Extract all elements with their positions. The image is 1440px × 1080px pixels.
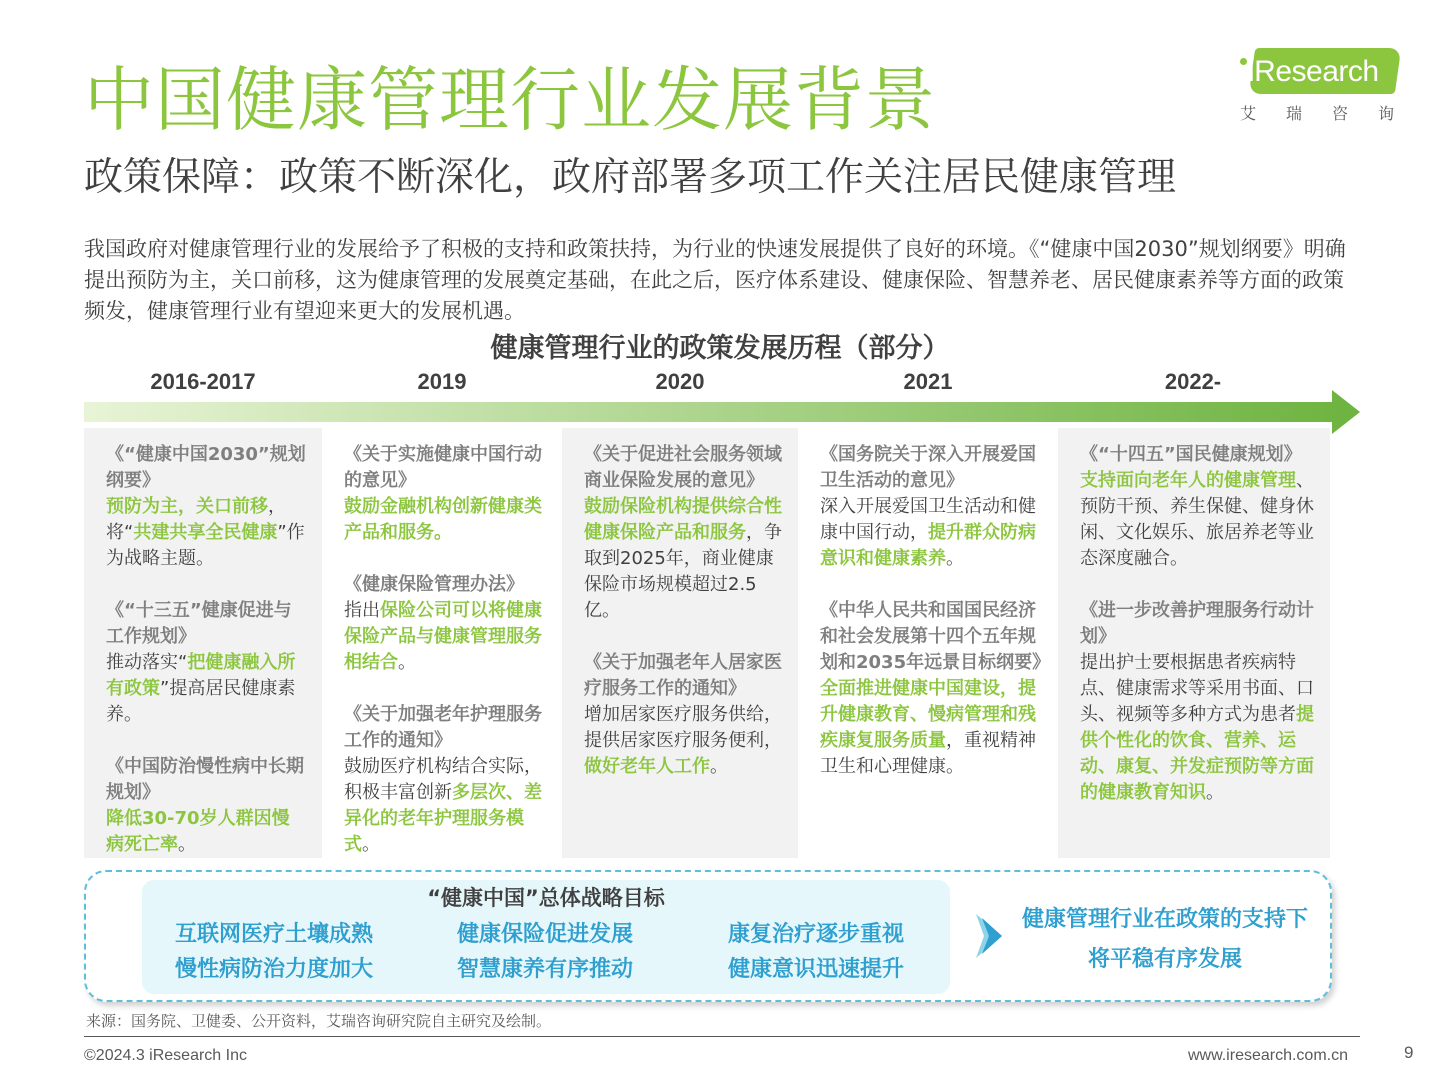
goal-item: 互联网医疗土壤成熟 [175, 922, 374, 947]
policy-highlight: 预防为主，关口前移 [106, 496, 268, 517]
copyright: ©2024.3 iResearch Inc [84, 1047, 247, 1064]
policy-text: 增加居家医疗服务供给，提供居家医疗服务便利， [584, 704, 782, 751]
policy-description [106, 652, 295, 725]
year-label: 2021 [903, 369, 953, 394]
policy-highlight: 提升群众防病意识和健康素养 [820, 522, 1036, 569]
policy-entry [106, 442, 306, 572]
timeline-column [84, 428, 322, 858]
goal-item: 智慧康养有序推动 [457, 957, 634, 982]
year-label: 2020 [655, 369, 705, 394]
logo-dot-icon [1240, 58, 1247, 65]
policy-description [1080, 470, 1314, 569]
goal-item: 慢性病防治力度加大 [175, 957, 374, 982]
year-label: 2019 [417, 369, 467, 394]
policy-text: 提出护士要根据患者疾病特点、健康需求等采用书面、口头、视频等多种方式为患者 [1080, 652, 1314, 725]
policy-description [584, 704, 782, 777]
goal-item: 康复治疗逐步重视 [728, 922, 905, 947]
policy-text: 指出 [344, 600, 380, 621]
policy-text: ，争取到2025年，商业健康保险市场规模超过2.5亿。 [584, 522, 782, 621]
policy-title: 《关于实施健康中国行动的意见》 [344, 444, 542, 491]
policy-text: 。 [1206, 782, 1224, 803]
policy-title: 《关于加强老年护理服务工作的通知》 [344, 704, 542, 751]
policy-description [106, 808, 290, 855]
policy-title: 《中华人民共和国国民经济和社会发展第十四个五年规划和2035年远景目标纲要》 [820, 600, 1051, 673]
year-label: 2022- [1164, 369, 1222, 394]
policy-text: ，将“ [106, 496, 286, 543]
timeline-column [562, 428, 798, 858]
policy-text: 。 [362, 834, 380, 855]
goal-item: 健康意识迅速提升 [728, 957, 905, 982]
policy-description [344, 756, 542, 855]
policy-title: 《“健康中国2030”规划纲要》 [106, 444, 306, 491]
logo-cn-name: 艾瑞咨询 [1240, 104, 1425, 123]
iresearch-logo [1238, 46, 1425, 124]
intro-paragraph: 我国政府对健康管理行业的发展给予了积极的支持和政策扶持，为行业的快速发展提供了良好的环境。《“健康中国2030”规划纲要》明确提出预防为主，关口前移，这为健康管理的发展奠定基础，在此之后，医疗体系建设、健康保险、智慧养老、居民健康素养等方面的政策频发，健康管理行业有望迎来更大的发展机遇。 [84, 237, 1346, 323]
policy-title: 《进一步改善护理服务行动计划》 [1080, 600, 1314, 647]
policy-entry [344, 442, 546, 546]
policy-text: 推动落实“ [106, 652, 188, 673]
policy-highlight: 鼓励保险机构提供综合性健康保险产品和服务 [584, 496, 782, 543]
footer-divider [84, 1036, 1360, 1037]
policy-title: 《国务院关于深入开展爱国卫生活动的意见》 [820, 444, 1036, 491]
page-subtitle: 政策保障：政策不断深化，政府部署多项工作关注居民健康管理 [84, 155, 1177, 200]
policy-entry [344, 702, 546, 858]
policy-entry [344, 572, 546, 676]
chevron-right-icon [972, 912, 1006, 960]
policy-highlight: 保险公司可以将健康保险产品与健康管理服务相结合 [344, 600, 542, 673]
policy-highlight: 多层次、差异化的老年护理服务模式 [344, 782, 542, 855]
policy-title: 《“十三五”健康促进与工作规划》 [106, 600, 292, 647]
policy-text: ”作为战略主题。 [106, 522, 305, 569]
policy-highlight: 鼓励金融机构创新健康类产品和服务。 [344, 496, 542, 543]
policy-title: 《关于加强老年人居家医疗服务工作的通知》 [584, 652, 782, 699]
policy-text: 、预防干预、养生保健、健身休闲、文化娱乐、旅居养老等业态深度融合。 [1080, 470, 1314, 569]
policy-text: 深入开展爱国卫生活动和健康中国行动， [820, 496, 1036, 543]
policy-description [820, 678, 1036, 777]
policy-entry [584, 650, 782, 780]
policy-highlight: 提供个性化的饮食、营养、运动、康复、并发症预防等方面的健康教育知识 [1080, 704, 1314, 803]
policy-text: 鼓励医疗机构结合实际，积极丰富创新 [344, 756, 542, 803]
policy-highlight: 降低30-70岁人群因慢病死亡率 [106, 808, 290, 855]
strategy-goals-title: “健康中国”总体战略目标 [427, 886, 665, 910]
policy-highlight: 把健康融入所有政策 [106, 652, 296, 699]
logo-brand: iResearch [1248, 55, 1379, 88]
policy-highlight: 全面推进健康中国建设，提升健康教育、慢病管理和残疾康复服务质量 [820, 678, 1036, 751]
goal-item: 健康保险促进发展 [457, 922, 634, 947]
policy-description [106, 496, 305, 569]
policy-entry [1080, 598, 1314, 806]
timeline-column [1058, 428, 1330, 858]
policy-entry [106, 754, 306, 858]
policy-highlight: 共建共享全民健康 [133, 522, 278, 543]
policy-entry [820, 598, 1051, 780]
conclusion-text: 健康管理行业在政策的支持下将平稳有序发展 [1021, 907, 1308, 972]
policy-highlight: 支持面向老年人的健康管理 [1080, 470, 1296, 491]
policy-text: ，重视精神卫生和心理健康。 [820, 730, 1036, 777]
page-title: 中国健康管理行业发展背景 [84, 59, 936, 141]
policy-title: 《中国防治慢性病中长期规划》 [106, 756, 304, 803]
page-number: 9 [1404, 1043, 1414, 1062]
policy-description [584, 496, 782, 621]
year-label: 2016-2017 [150, 369, 256, 394]
policy-text: 。 [398, 652, 416, 673]
timeline-title: 健康管理行业的政策发展历程（部分） [490, 333, 950, 364]
policy-entry [1080, 442, 1314, 572]
policy-description [1080, 652, 1314, 803]
policy-title: 《健康保险管理办法》 [344, 574, 524, 595]
policy-title: 《“十四五”国民健康规划》 [1080, 444, 1302, 465]
policy-text: 。 [710, 756, 728, 777]
policy-title: 《关于促进社会服务领域商业保险发展的意见》 [584, 444, 782, 491]
policy-description [820, 496, 1036, 569]
policy-text: 。 [946, 548, 964, 569]
policy-entry [584, 442, 782, 624]
policy-description [344, 600, 542, 673]
policy-text: ”提高居民健康素养。 [106, 678, 296, 725]
source-note: 来源：国务院、卫健委、公开资料，艾瑞咨询研究院自主研究及绘制。 [86, 1012, 552, 1030]
timeline-column [322, 428, 562, 858]
website-link[interactable]: www.iresearch.com.cn [1187, 1047, 1348, 1064]
policy-highlight: 做好老年人工作 [584, 756, 710, 777]
policy-entry [106, 598, 306, 728]
policy-description [344, 496, 542, 543]
timeline-column [798, 428, 1058, 858]
policy-entry [820, 442, 1042, 572]
policy-text: 。 [178, 834, 196, 855]
